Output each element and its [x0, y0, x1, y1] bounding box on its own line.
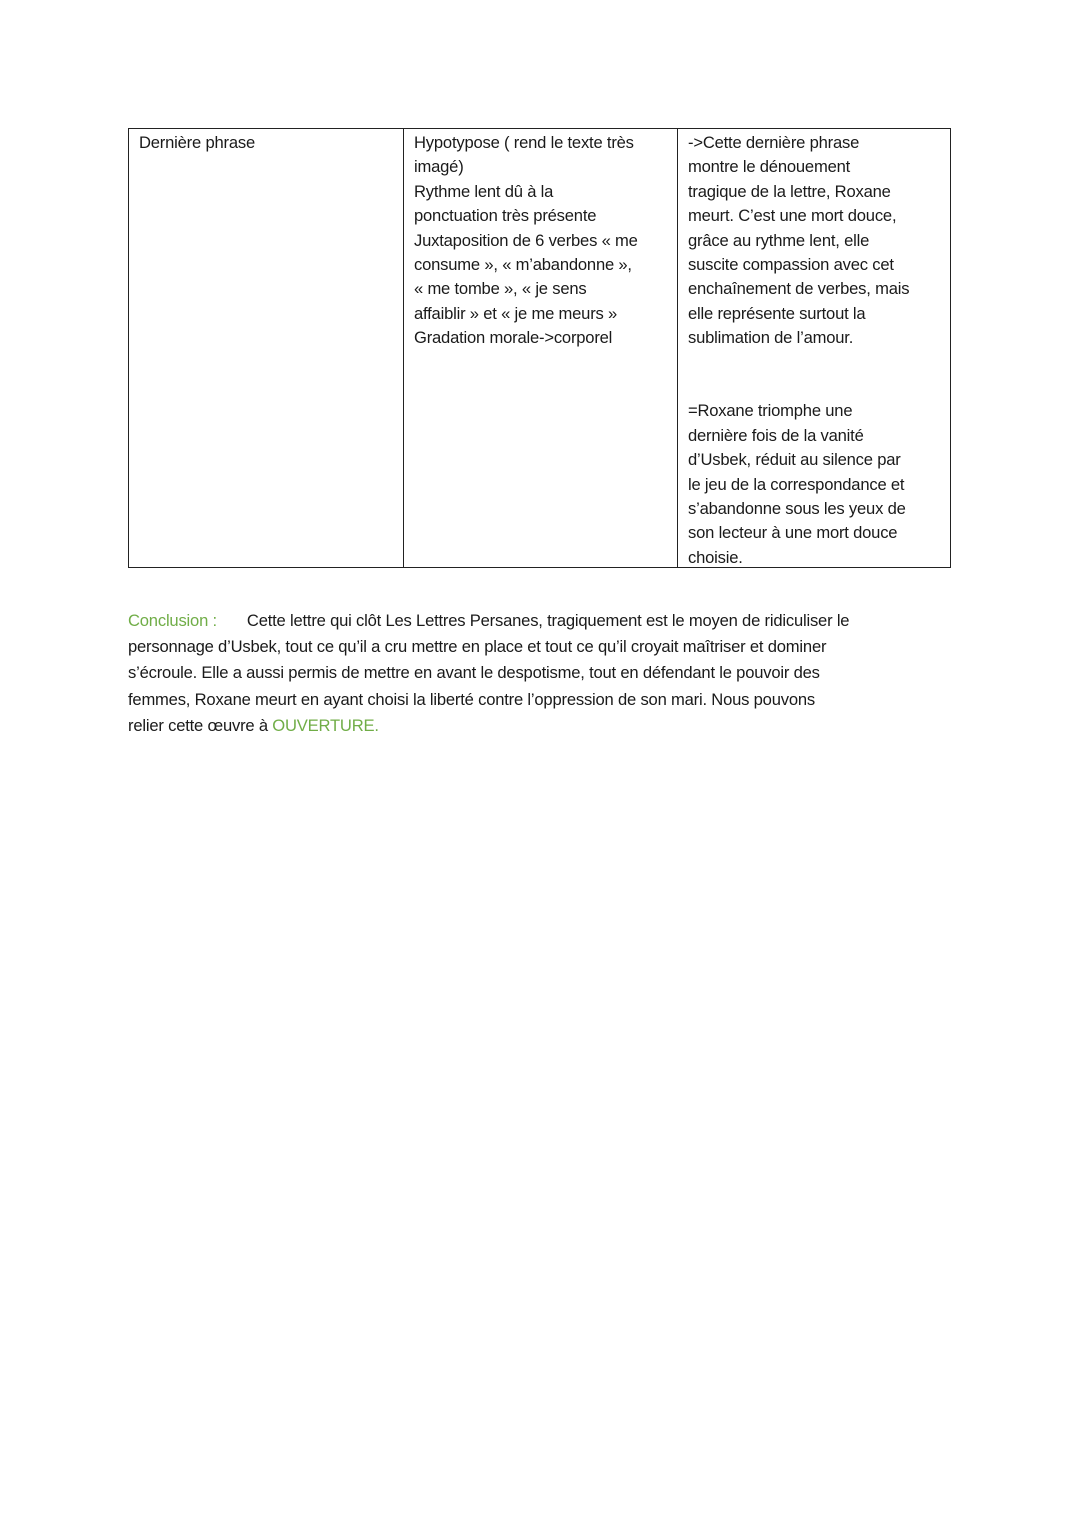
analysis-table	[128, 128, 951, 568]
passage-label: Dernière phrase	[139, 133, 255, 152]
procede-line: « me tombe », « je sens	[414, 279, 587, 299]
interpretation-line: =Roxane triomphe une	[688, 401, 853, 421]
interpretation-line: enchaînement de verbes, mais	[688, 279, 910, 299]
procede-line: affaiblir » et « je me meurs »	[414, 303, 618, 323]
procede-line: consume », « m’abandonne »,	[414, 255, 632, 275]
procede-line: Juxtaposition de 6 verbes « me	[414, 230, 638, 250]
conclusion-label: Conclusion :	[128, 611, 217, 630]
conclusion-paragraph	[128, 608, 958, 739]
conclusion-line: femmes, Roxane meurt en ayant choisi la liberté contre l’oppression de son mari. Nous pouvons	[128, 689, 815, 709]
interpretation-line: suscite compassion avec cet	[688, 255, 894, 275]
interpretation-line: meurt. C’est une mort douce,	[688, 206, 897, 226]
interpretation-line: sublimation de l’amour.	[688, 328, 854, 348]
conclusion-line: Cette lettre qui clôt Les Lettres Persanes, tragiquement est le moyen de ridiculiser le	[246, 611, 850, 630]
interpretation-line: le jeu de la correspondance et	[688, 474, 905, 494]
interpretation-line: son lecteur à une mort douce	[688, 523, 898, 543]
interpretation-line: montre le dénouement	[688, 157, 851, 177]
interpretation-line: dernière fois de la vanité	[688, 425, 864, 445]
conclusion-line: relier cette œuvre à	[128, 715, 273, 735]
procede-line: Gradation morale->corporel	[414, 328, 613, 348]
interpretation-line: elle représente surtout la	[688, 303, 866, 323]
conclusion-line: s’écroule. Elle a aussi permis de mettre en avant le despotisme, tout en défendant le pouvoir des	[128, 663, 820, 683]
interpretation-line: ->Cette dernière phrase	[688, 133, 860, 152]
interpretation-line: d’Usbek, réduit au silence par	[688, 450, 901, 470]
interpretation-line: s’abandonne sous les yeux de	[688, 499, 906, 519]
table-cell-procedes	[403, 129, 678, 567]
interpretation-line: choisie.	[688, 547, 743, 567]
interpretation-line: grâce au rythme lent, elle	[688, 230, 870, 250]
procede-line: ponctuation très présente	[414, 206, 597, 226]
interpretation-line: tragique de la lettre, Roxane	[688, 181, 891, 201]
procede-line: Hypotypose ( rend le texte très	[414, 133, 634, 152]
ouverture-placeholder: OUVERTURE.	[272, 715, 379, 735]
conclusion-line: personnage d’Usbek, tout ce qu’il a cru mettre en place et tout ce qu’il croyait maîtriser et dominer	[128, 637, 827, 657]
table-cell-passage	[129, 129, 403, 567]
table-cell-interpretation	[677, 129, 951, 567]
procede-line: Rythme lent dû à la	[414, 181, 554, 201]
procede-line: imagé)	[414, 157, 464, 177]
